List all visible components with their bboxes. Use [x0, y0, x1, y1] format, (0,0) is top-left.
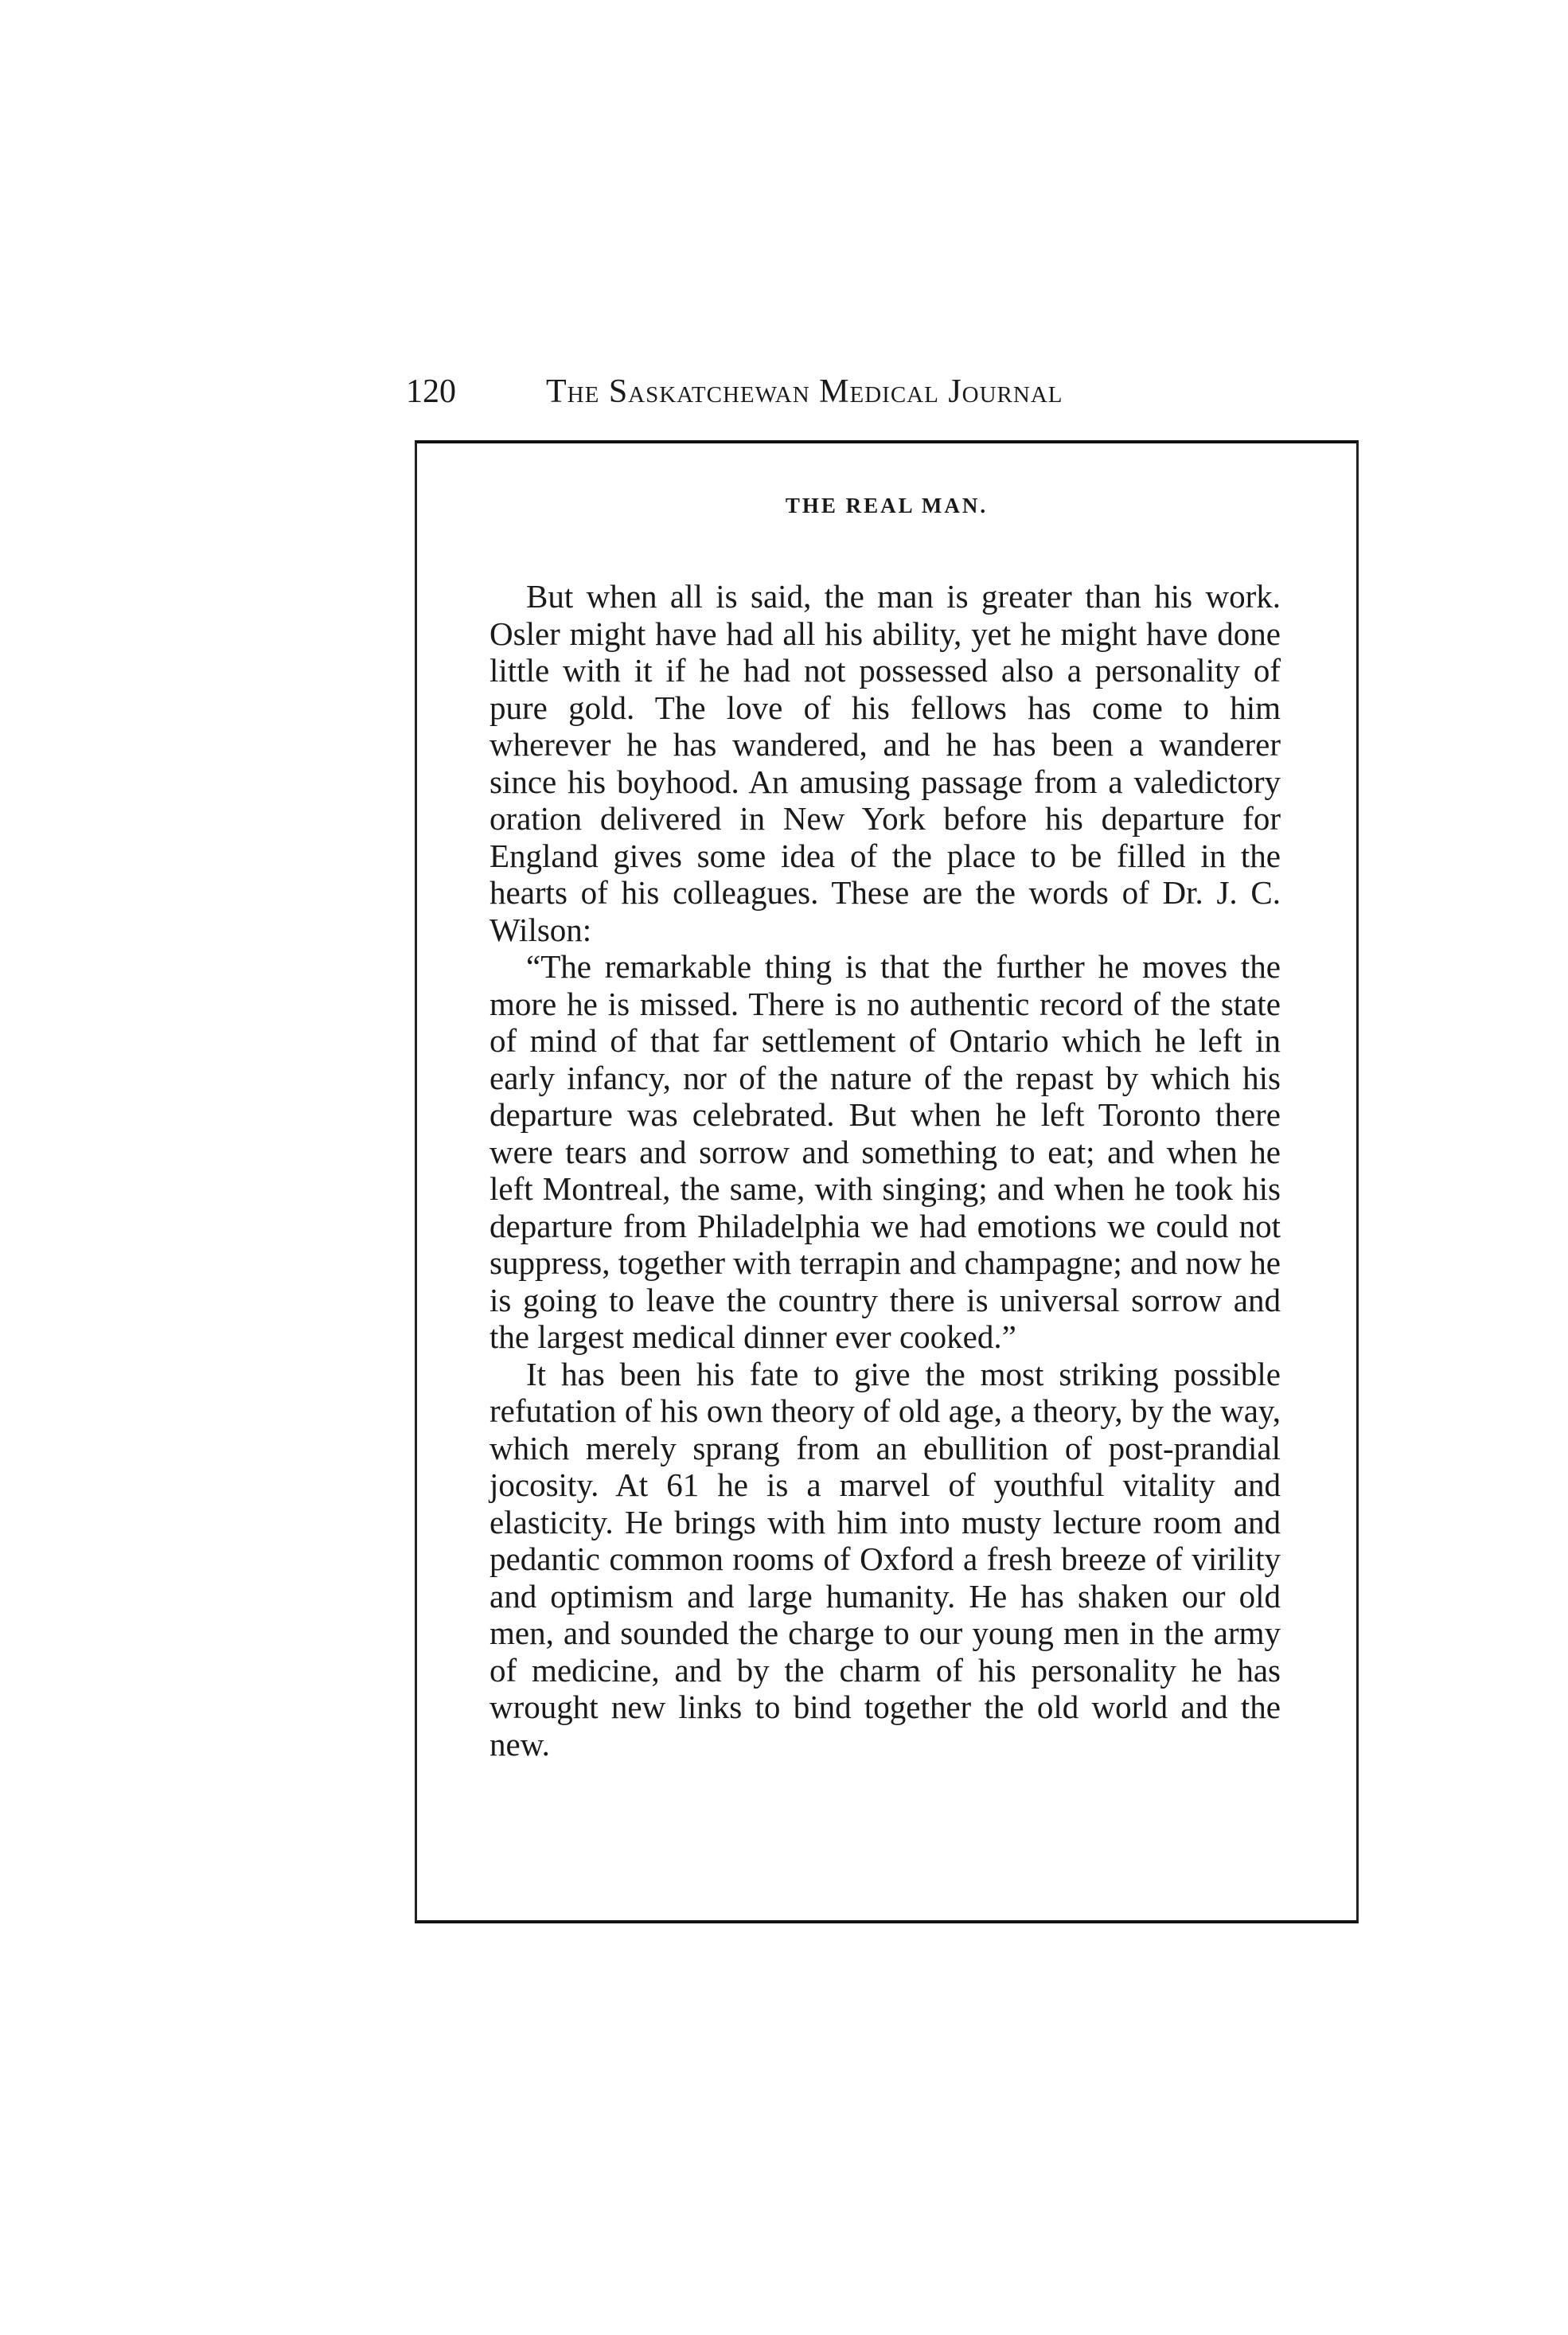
page-header — [406, 368, 1361, 416]
paragraph: It has been his fate to give the most striking possible refutation of his own theory of old age, a theory, by the way, which merely sprang from an ebullition of post-prandial jocosity. At 61 he is a marvel of youthful vitality and elasticity. He brings with him into musty lecture room and pedantic common rooms of Oxford a fresh breeze of virility and optimism and large humanity. He has shaken our old men, and sounded the charge to our young men in the army of medicine, and by the charm of his personality he has wrought new links to bind together the old world and the new. — [490, 1355, 1281, 1763]
running-title: The Saskatchewan Medical Journal — [546, 373, 1063, 410]
paragraph: But when all is said, the man is greater than his work. Osler might have had all his ability, yet he might have done little with it if he had not possessed also a personality of pure gold. The love of his fellows has come to him wherever he has wandered, and he has been a wanderer since his boyhood. An amusing passage from a valedictory oration delivered in New York before his departure for England gives some idea of the place to be filled in the hearts of his colleagues. These are the words of Dr. J. C. Wilson: — [490, 578, 1281, 948]
paragraph-quote: “The remarkable thing is that the further he moves the more he is missed. There is no authentic record of the state of mind of that far settlement of Ontario which he left in early infancy, nor of the nature of the repast by which his departure was celebrated. But when he left Toronto there were tears and sorrow and something to eat; and when he left Montreal, the same, with singing; and when he took his departure from Philadelphia we had emotions we could not suppress, together with terrapin and champagne; and now he is going to leave the country there is universal sorrow and the largest medical dinner ever cooked.” — [490, 948, 1281, 1355]
page-number: 120 — [406, 373, 456, 410]
article-frame — [415, 440, 1359, 1923]
section-title: THE REAL MAN. — [785, 494, 989, 517]
article-body — [490, 578, 1281, 1763]
